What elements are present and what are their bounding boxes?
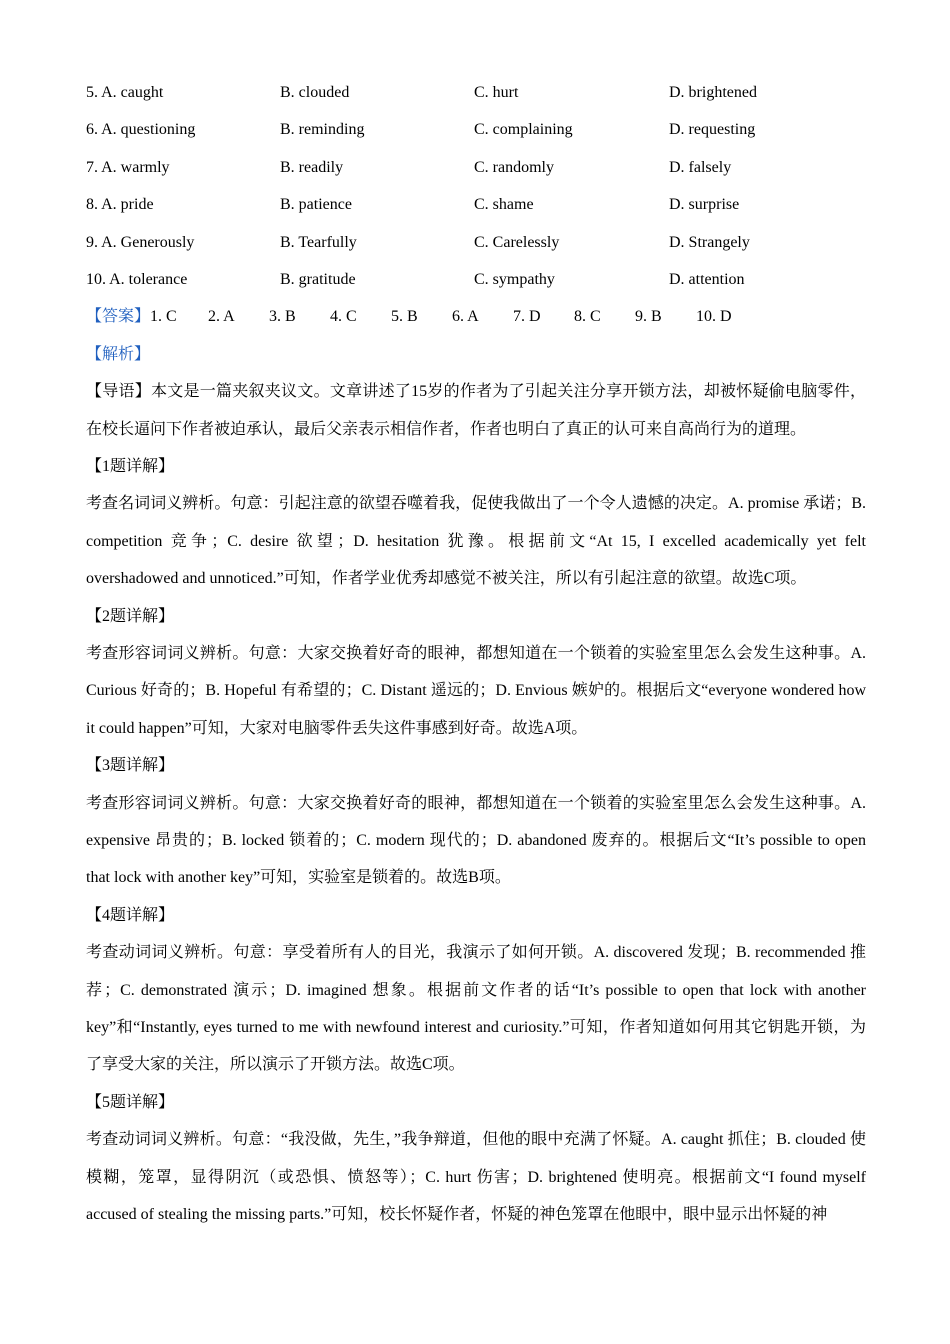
section-body: 考查动词词义辨析。句意：享受着所有人的目光，我演示了如何开锁。A. discovered 发现；B. recommended 推荐；C. demonstrated 演示；D. imagined 想象。根据前文作者的话“It’s possible to open that lock with another key”和“Instantly, eyes turned to me with newfound interest and curiosity.”可知，作者知道如何用其它钥匙开锁，为了享受大家的关注，所以演示了开锁方法。故选C项。 xyxy=(86,944,866,1074)
answer-tag: 【答案】 xyxy=(86,308,151,326)
option-b: B. readily xyxy=(280,158,344,176)
answer-item: 1. C xyxy=(150,308,177,326)
option-a: 10. A. tolerance xyxy=(86,270,188,288)
section-body: 考查形容词词义辨析。句意：大家交换着好奇的眼神，都想知道在一个锁着的实验室里怎么会发生这种事。A. expensive 昂贵的；B. locked 锁着的；C. modern 现代的；D. abandoned 废弃的。根据后文“It’s possible to open that lock with another key”可知，实验室是锁着的。故选B项。 xyxy=(86,794,866,887)
option-a: 8. A. pride xyxy=(86,196,154,214)
option-b: B. patience xyxy=(280,196,352,214)
option-c: C. complaining xyxy=(474,121,573,139)
option-d: D. brightened xyxy=(669,84,757,101)
option-row xyxy=(86,186,866,223)
option-a: 9. A. Generously xyxy=(86,233,195,251)
option-d: D. attention xyxy=(669,270,745,288)
section-body: 考查动词词义辨析。句意：“我没做，先生，”我争辩道，但他的眼中充满了怀疑。A. caught 抓住；B. clouded 使模糊，笼罩，显得阴沉（或恐惧、愤怒等）；C. hurt 伤害；D. brightened 使明亮。根据前文“I found myself accused of stealing the missing parts.”可知，校长怀疑作者，怀疑的神色笼罩在他眼中，眼中显示出怀疑的神 xyxy=(86,1131,866,1223)
intro-paragraph: 【导语】本文是一篇夹叙夹议文。文章讲述了15岁的作者为了引起关注分享开锁方法，却被怀疑偷电脑零件，在校长逼问下作者被迫承认，最后父亲表示相信作者，作者也明白了真正的认可来自高尚行为的道理。 xyxy=(86,383,866,438)
section-heading: 【1题详解】 xyxy=(86,457,175,475)
option-c: C. randomly xyxy=(474,158,554,176)
document-page xyxy=(86,74,866,1233)
answer-item: 4. C xyxy=(330,308,357,326)
option-c: C. hurt xyxy=(474,84,519,101)
option-c: C. sympathy xyxy=(474,270,555,288)
option-a: 6. A. questioning xyxy=(86,121,196,139)
option-b: B. reminding xyxy=(280,121,365,139)
option-b: B. gratitude xyxy=(280,270,356,288)
option-d: D. falsely xyxy=(669,158,732,176)
option-row xyxy=(86,261,866,298)
option-row xyxy=(86,111,866,148)
answer-item: 6. A xyxy=(452,308,479,326)
section-heading: 【2题详解】 xyxy=(86,607,175,625)
option-b: B. Tearfully xyxy=(280,233,357,251)
option-b: B. clouded xyxy=(280,84,350,101)
option-a: 5. A. caught xyxy=(86,84,164,101)
option-c: C. shame xyxy=(474,196,534,214)
answer-item: 2. A xyxy=(208,308,235,326)
option-a: 7. A. warmly xyxy=(86,158,170,176)
section-heading: 【5题详解】 xyxy=(86,1093,175,1111)
option-row xyxy=(86,149,866,186)
answer-item: 5. B xyxy=(391,308,418,326)
option-c: C. Carelessly xyxy=(474,233,560,251)
options-table xyxy=(86,74,866,298)
option-row xyxy=(86,74,866,111)
section-heading: 【4题详解】 xyxy=(86,906,175,924)
section-heading: 【3题详解】 xyxy=(86,757,175,775)
answer-item: 9. B xyxy=(635,308,662,326)
option-d: D. requesting xyxy=(669,121,756,139)
analysis-tag: 【解析】 xyxy=(86,345,151,363)
answer-item: 7. D xyxy=(513,308,541,326)
option-d: D. Strangely xyxy=(669,233,750,251)
option-d: D. surprise xyxy=(669,196,740,214)
option-row xyxy=(86,224,866,261)
answer-item: 8. C xyxy=(574,308,601,326)
section-body: 考查形容词词义辨析。句意：大家交换着好奇的眼神，都想知道在一个锁着的实验室里怎么会发生这种事。A. Curious 好奇的；B. Hopeful 有希望的；C. Distant 遥远的；D. Envious 嫉妒的。根据后文“everyone wondered how it could happen”可知，大家对电脑零件丢失这件事感到好奇。故选A项。 xyxy=(86,644,866,737)
section-body: 考查名词词义辨析。句意：引起注意的欲望吞噬着我，促使我做出了一个令人遗憾的决定。A. promise 承诺；B. competition 竞争；C. desire 欲望；D. hesitation 犹豫。根据前文“At 15, I excelled academically yet felt overshadowed and unnoticed.”可知，作者学业优秀却感觉不被关注，所以有引起注意的欲望。故选C项。 xyxy=(86,495,866,588)
answer-row xyxy=(86,298,866,335)
answer-item: 3. B xyxy=(269,308,296,326)
answer-item: 10. D xyxy=(696,308,732,326)
